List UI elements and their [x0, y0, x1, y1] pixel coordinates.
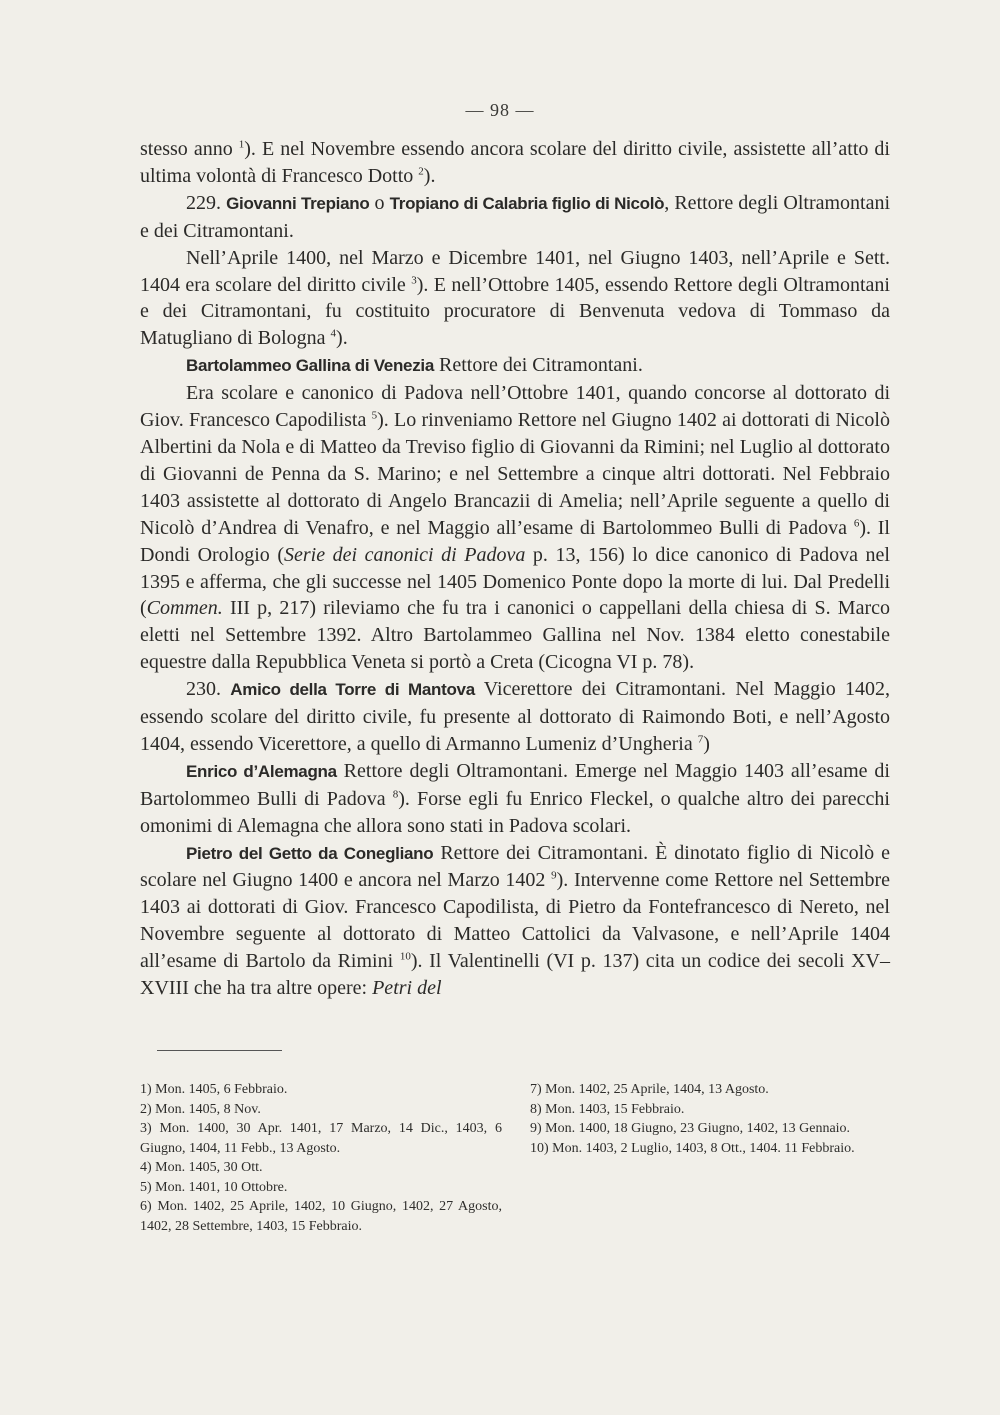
- footnote-ref: 7: [697, 733, 704, 746]
- footnote-ref: 9: [551, 869, 557, 882]
- main-text: [140, 136, 890, 1002]
- person-name: Bartolammeo Gallina di Venezia: [186, 356, 434, 376]
- footnote-ref: 1: [238, 138, 245, 151]
- paragraph-continuation: stesso anno $^1$). E nel Novembre essendo ancora scolare del diritto civile, assistette all’atto di ultima volontà di Francesco Dotto $^2$).: [140, 138, 890, 187]
- footnote-ref: 6: [853, 517, 860, 530]
- person-name: Amico della Torre di Mantova: [230, 680, 475, 700]
- entry-heading: Bartolammeo Gallina di Venezia Rettore dei Citramontani.: [186, 354, 643, 377]
- footnotes-left-column: [140, 1080, 502, 1236]
- footnote-ref: 2: [418, 165, 424, 178]
- footnote: 10) Mon. 1403, 2 Luglio, 1403, 8 Ott., 1404. 11 Febbraio.: [530, 1140, 855, 1156]
- entry-229: 229. Giovanni Trepiano o Tropiano di Calabria figlio di Nicolò, Rettore degli Oltramontani e dei Citramontani.: [140, 191, 891, 242]
- footnote-divider: [157, 1050, 282, 1051]
- footnote-ref: 10: [399, 950, 411, 963]
- entry-paragraph: Pietro del Getto da Conegliano Rettore dei Citramontani. È dinotato figlio di Nicolò e scolare nel Giugno 1400 e ancora nel Marzo 1402 $^9$). Intervenne come Rettore nel Settembre 1403 ai dottorati di Giov. Francesco Capodilista, di Pietro da Fontefrancesco di Nereto, nel Novembre seguente al dottorato di Matteo Cattolici da Valvasone, e nell’Aprile 1404 all’esame di Bartolo da Rimini $^{10}$). Il Valentinelli (VI p. 137) cita un codice dei secoli XV–XVIII che ha tra altre opere: Petri del: [140, 841, 890, 1000]
- entry-230: 230. Amico della Torre di Mantova Vicerettore dei Citramontani. Nel Maggio 1402, essendo scolare del diritto civile, fu presente al dottorato di Raimondo Boti, e nell’Agosto 1404, essendo Vicerettore, a quello di Armanno Lumeniz d’Ungheria $^7$): [140, 678, 890, 755]
- italic-title: Petri del: [372, 977, 442, 1000]
- footnotes-right-column: [530, 1080, 890, 1158]
- entry-number: 230.: [186, 678, 231, 701]
- footnote: 3) Mon. 1400, 30 Apr. 1401, 17 Marzo, 14 Dic., 1403, 6 Giugno, 1404, 11 Febb., 13 Agosto.: [140, 1121, 502, 1156]
- footnote: 8) Mon. 1403, 15 Febbraio.: [530, 1101, 685, 1117]
- footnote-ref: 8: [392, 788, 399, 801]
- footnote: 6) Mon. 1402, 25 Aprile, 1402, 10 Giugno, 1402, 27 Agosto, 1402, 28 Settembre, 1403, 15 Febbraio.: [140, 1199, 502, 1234]
- footnote-ref: 3: [411, 273, 417, 286]
- person-name: Giovanni Trepiano: [226, 193, 370, 213]
- italic-title: Commen.: [146, 597, 223, 620]
- footnote-ref: 5: [371, 409, 378, 422]
- footnote: 7) Mon. 1402, 25 Aprile, 1404, 13 Agosto.: [530, 1082, 769, 1097]
- footnote: 1) Mon. 1405, 6 Febbraio.: [140, 1082, 288, 1097]
- paragraph: Nell’Aprile 1400, nel Marzo e Dicembre 1401, nel Giugno 1403, nell’Aprile e Sett. 1404 era scolare del diritto civile $^3$). E nell’Ottobre 1405, essendo Rettore degli Oltramontani e dei Citramontani, fu costituito procuratore di Benvenuta vedova di Tommaso da Matugliano di Bologna $^4$).: [140, 246, 890, 350]
- entry-paragraph: Enrico d’Alemagna Rettore degli Oltramontani. Emerge nel Maggio 1403 all’esame di Bartolommeo Bulli di Padova $^8$). Forse egli fu Enrico Fleckel, o qualche altro dei parecchi omonimi di Alemagna che allora sono stati in Padova scolari.: [140, 759, 890, 837]
- paragraph: Era scolare e canonico di Padova nell’Ottobre 1401, quando concorse al dottorato di Giov. Francesco Capodilista $^5$). Lo rinveniamo Rettore nel Giugno 1402 ai dottorati di Nicolò Albertini da Nola e di Matteo da Treviso figlio di Giovanni da Rimini; nel Luglio al dottorato di Giovanni de Penna da S. Marino; e nel Settembre a cinque altri dottorati. Nel Febbraio 1403 assistette al dottorato di Angelo Brancazii di Amelia; nell’Aprile seguente a quello di Nicolò d’Andrea di Venafro, e nel Maggio all’esame di Bartolommeo Bulli di Padova $^6$). Il Dondi Orologio (Serie dei canonici di Padova p. 13, 156) lo dice canonico di Padova nel 1395 e afferma, che gli successe nel 1405 Domenico Ponte dopo la morte di lui. Dal Predelli (Commen. III p, 217) rileviamo che fu tra i canonici o cappellani della chiesa di S. Marco eletti nel Settembre 1392. Altro Bartolammeo Gallina nel Nov. 1384 eletto conestabile equestre dalla Repubblica Veneta si portò a Creta (Cicogna VI p. 78).: [140, 382, 890, 674]
- footnote: 4) Mon. 1405, 30 Ott.: [140, 1160, 263, 1175]
- italic-title: Serie dei canonici di Padova: [284, 543, 526, 566]
- footnote-ref: 4: [330, 327, 337, 340]
- person-name: Pietro del Getto da Conegliano: [186, 843, 434, 863]
- entry-number: 229.: [186, 191, 227, 214]
- page-number: — 98 —: [465, 100, 535, 120]
- person-name: Tropiano di Calabria figlio di Nicolò: [389, 193, 665, 213]
- footnote: 5) Mon. 1401, 10 Ottobre.: [140, 1179, 288, 1195]
- footnote: 9) Mon. 1400, 18 Giugno, 23 Giugno, 1402, 13 Gennaio.: [530, 1121, 851, 1136]
- footnote: 2) Mon. 1405, 8 Nov.: [140, 1101, 261, 1117]
- person-name: Enrico d’Alemagna: [186, 761, 337, 781]
